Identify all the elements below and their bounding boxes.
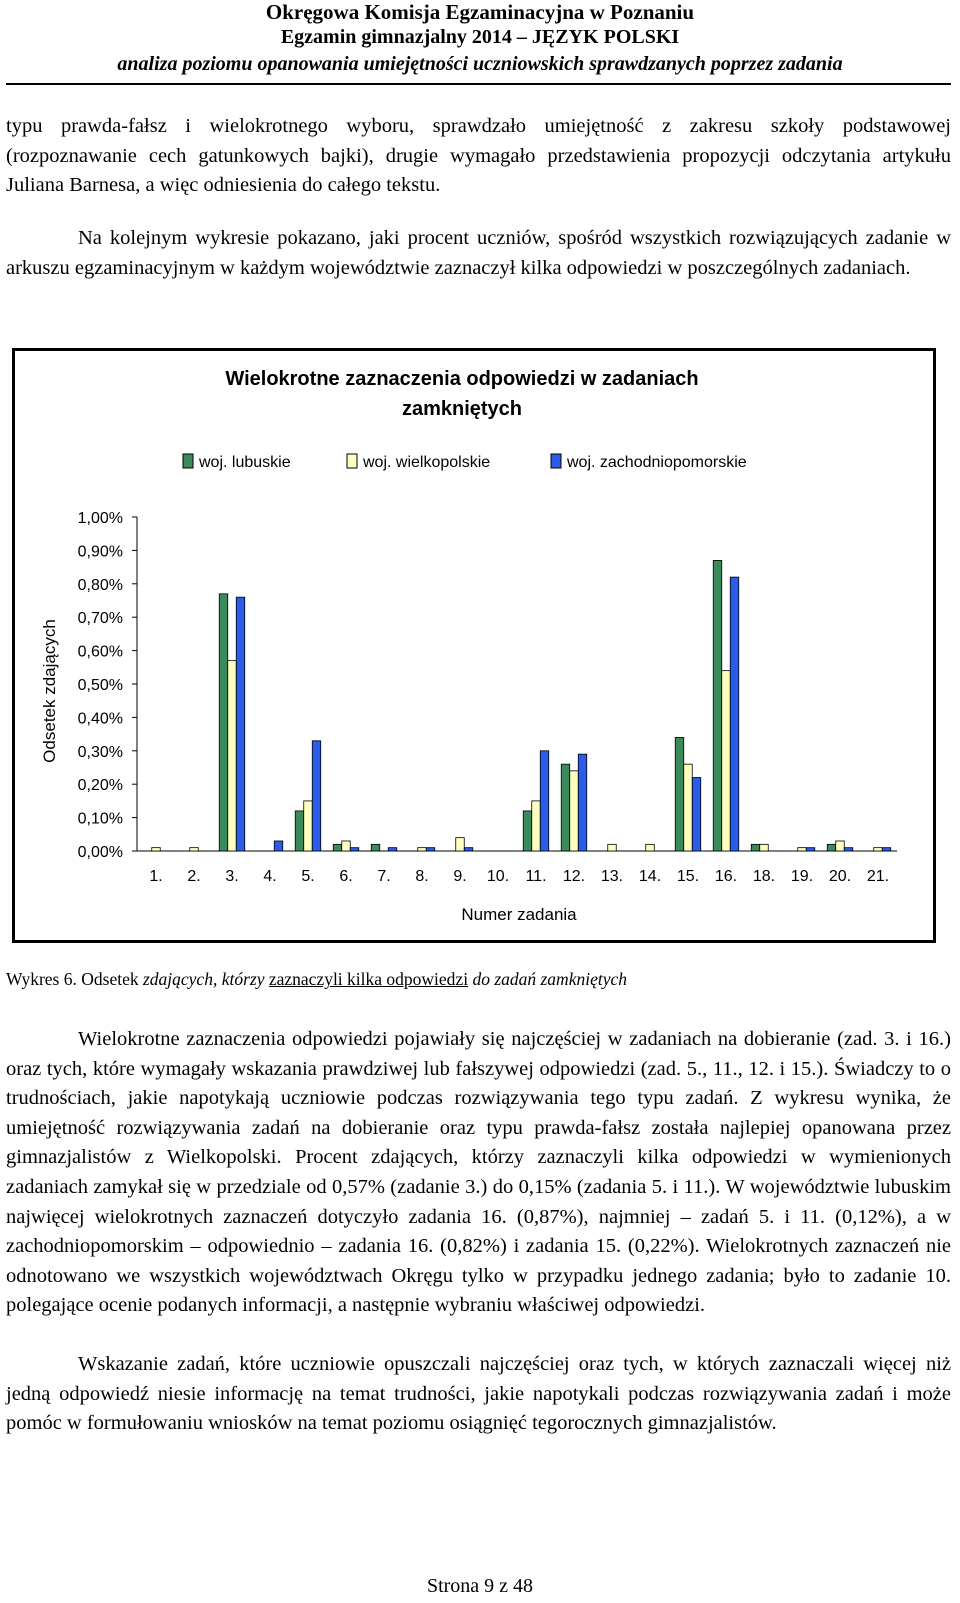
header-subtitle: analiza poziomu opanowania umiejętności uczniowskich sprawdzanych poprzez zadania bbox=[117, 53, 843, 75]
body-paragraph-1: Wielokrotne zaznaczenia odpowiedzi pojawiały się najczęściej w zadaniach na dobieranie (zad. 3. i 16.) oraz tych, które wymagały wskazania prawdziwej lub fałszywej odpowiedzi (zad. 5., 11., 12. i 15.). Świadczy to o trudnościach, jakie napotykają uczniowie podczas rozwiązywania tego typu zadań. Z wykresu wynika, że umiejętność rozwiązywania zadań na dobieranie oraz typu prawda-fałsz została najlepiej opanowana przez gimnazjalistów z Wielkopolski. Procent zdających, którzy zaznaczyli kilka odpowiedzi w wymienionych zadaniach zamykał się w przedziale od 0,57% (zadanie 3.) do 0,15% (zadania 5. i 11.). W województwie lubuskim najwięcej wielokrotnych zaznaczeń dotyczyło zadania 16. (0,87%), najmniej – zadań 5. i 11. (0,12%), a w zachodniopomorskim – odpowiednio – zadania 16. (0,82%) i zadania 15. (0,22%). Wielokrotnych zaznaczeń nie odnotowano we wszystkich województwach Okręgu tylko w przypadku jednego zadania; było to zadanie 10. polegające ocenie podanych informacji, a następnie wybraniu właściwej odpowiedzi. bbox=[6, 1028, 951, 1317]
bar bbox=[388, 848, 397, 851]
header-exam: Egzamin gimnazjalny 2014 – JĘZYK POLSKI bbox=[280, 26, 680, 48]
bar bbox=[646, 844, 655, 851]
legend-label: woj. lubuskie bbox=[199, 454, 291, 471]
intro-paragraph-1: typu prawda-fałsz i wielokrotnego wyboru, sprawdzało umiejętność z zakresu szkoły podstawowej (rozpoznawanie cech gatunkowych bajki), drugie wymagało przedstawienia propozycji odczytania artykułu Juliana Barnesa, a więc odniesienia do całego tekstu. bbox=[6, 115, 951, 197]
bar bbox=[713, 560, 722, 851]
x-tick-label: 1. bbox=[149, 868, 163, 885]
x-tick-label: 12. bbox=[562, 868, 586, 885]
bar bbox=[844, 848, 853, 851]
x-tick-label: 8. bbox=[415, 868, 429, 885]
bar bbox=[236, 597, 245, 851]
bar bbox=[561, 764, 570, 851]
x-tick-label: 20. bbox=[828, 868, 852, 885]
bar bbox=[532, 801, 541, 851]
y-axis-label: Odsetek zdających bbox=[40, 619, 59, 763]
y-tick-label: 0,80% bbox=[77, 576, 123, 594]
x-tick-label: 3. bbox=[225, 868, 239, 885]
caption-prefix: Wykres 6. Odsetek bbox=[6, 969, 143, 989]
header-rule bbox=[6, 83, 951, 85]
bar bbox=[464, 848, 473, 851]
bar bbox=[342, 841, 351, 851]
intro-paragraph-2: Na kolejnym wykresie pokazano, jaki procent uczniów, spośród wszystkich rozwiązujących zadanie w arkuszu egzaminacyjnym w każdym województwie zaznaczył kilka odpowiedzi w poszczególnych zadaniach. bbox=[6, 227, 951, 279]
bar bbox=[152, 848, 161, 851]
caption-italic-2: do zadań zamkniętych bbox=[468, 969, 627, 989]
legend-swatch bbox=[551, 454, 561, 468]
bar bbox=[608, 844, 617, 851]
y-tick-label: 0,60% bbox=[77, 643, 123, 661]
bar bbox=[295, 811, 304, 851]
bar bbox=[578, 754, 587, 851]
bar bbox=[312, 741, 321, 851]
x-tick-label: 2. bbox=[187, 868, 201, 885]
bar bbox=[675, 737, 684, 851]
y-tick-label: 0,20% bbox=[77, 777, 123, 795]
bar bbox=[418, 848, 427, 851]
bar bbox=[219, 594, 228, 851]
x-tick-label: 5. bbox=[301, 868, 315, 885]
bar bbox=[350, 848, 359, 851]
x-tick-label: 21. bbox=[866, 868, 890, 885]
y-tick-label: 0,30% bbox=[77, 743, 123, 761]
x-tick-label: 11. bbox=[525, 868, 547, 885]
bar bbox=[228, 661, 237, 851]
y-tick-label: 0,40% bbox=[77, 710, 123, 728]
bar bbox=[274, 841, 283, 851]
x-tick-label: 9. bbox=[453, 868, 467, 885]
bar bbox=[836, 841, 845, 851]
legend-label: woj. wielkopolskie bbox=[363, 454, 491, 471]
chart-legend bbox=[183, 454, 747, 471]
bar bbox=[751, 844, 760, 851]
bar bbox=[692, 778, 701, 851]
bar-chart bbox=[15, 351, 933, 940]
x-axis bbox=[149, 868, 889, 885]
bar bbox=[190, 848, 199, 851]
legend-swatch bbox=[183, 454, 193, 468]
caption-underlined: zaznaczyli kilka odpowiedzi bbox=[268, 969, 469, 989]
bar bbox=[730, 577, 739, 851]
y-tick-label: 1,00% bbox=[77, 510, 123, 527]
bar bbox=[806, 848, 815, 851]
bar bbox=[304, 801, 313, 851]
legend-swatch bbox=[347, 454, 357, 468]
x-tick-label: 18. bbox=[752, 868, 776, 885]
chart-title-line-1: Wielokrotne zaznaczenia odpowiedzi w zadaniach bbox=[225, 368, 699, 390]
x-tick-label: 19. bbox=[790, 868, 814, 885]
bar bbox=[523, 811, 532, 851]
bar bbox=[456, 838, 465, 851]
chart-frame bbox=[12, 348, 936, 943]
x-tick-label: 6. bbox=[339, 868, 353, 885]
bar bbox=[540, 751, 549, 851]
bar bbox=[798, 848, 807, 851]
y-tick-label: 0,10% bbox=[77, 810, 123, 828]
bar bbox=[684, 764, 693, 851]
y-axis bbox=[78, 510, 897, 861]
x-tick-label: 7. bbox=[377, 868, 391, 885]
x-tick-label: 15. bbox=[676, 868, 700, 885]
x-tick-label: 10. bbox=[486, 868, 510, 885]
bar bbox=[333, 844, 342, 851]
y-tick-label: 0,70% bbox=[77, 610, 123, 628]
chart-title-line-2: zamkniętych bbox=[401, 398, 523, 420]
header-institution: Okręgowa Komisja Egzaminacyjna w Poznaniu bbox=[265, 0, 695, 24]
bar bbox=[570, 771, 579, 851]
bars-group bbox=[152, 560, 891, 851]
bar bbox=[371, 844, 380, 851]
y-tick-label: 0,50% bbox=[77, 677, 123, 694]
bar bbox=[882, 848, 891, 851]
caption-italic-1: zdających, którzy bbox=[142, 969, 269, 989]
bar bbox=[874, 848, 883, 851]
body-paragraph-2: Wskazanie zadań, które uczniowie opuszczali najczęściej oraz tych, w których zaznaczali więcej niż jedną odpowiedź niesie informację na temat trudności, jakie napotykali podczas rozwiązywania zadań i może pomóc w formułowaniu wniosków na temat poziomu osiągnięć tegorocznych gimnazjalistów. bbox=[6, 1353, 951, 1435]
page-number: Strona 9 z 48 bbox=[426, 1575, 534, 1597]
legend-label: woj. zachodniopomorskie bbox=[567, 454, 747, 471]
x-tick-label: 16. bbox=[714, 868, 738, 885]
bar bbox=[760, 844, 769, 851]
x-axis-label: Numer zadania bbox=[461, 905, 577, 924]
x-tick-label: 4. bbox=[263, 868, 277, 885]
figure-caption bbox=[6, 968, 627, 990]
bar bbox=[827, 844, 836, 851]
bar bbox=[722, 671, 731, 851]
x-tick-label: 13. bbox=[600, 868, 624, 885]
bar bbox=[426, 848, 435, 851]
x-tick-label: 14. bbox=[638, 868, 662, 885]
y-tick-label: 0,90% bbox=[77, 543, 123, 561]
y-tick-label: 0,00% bbox=[77, 844, 123, 861]
